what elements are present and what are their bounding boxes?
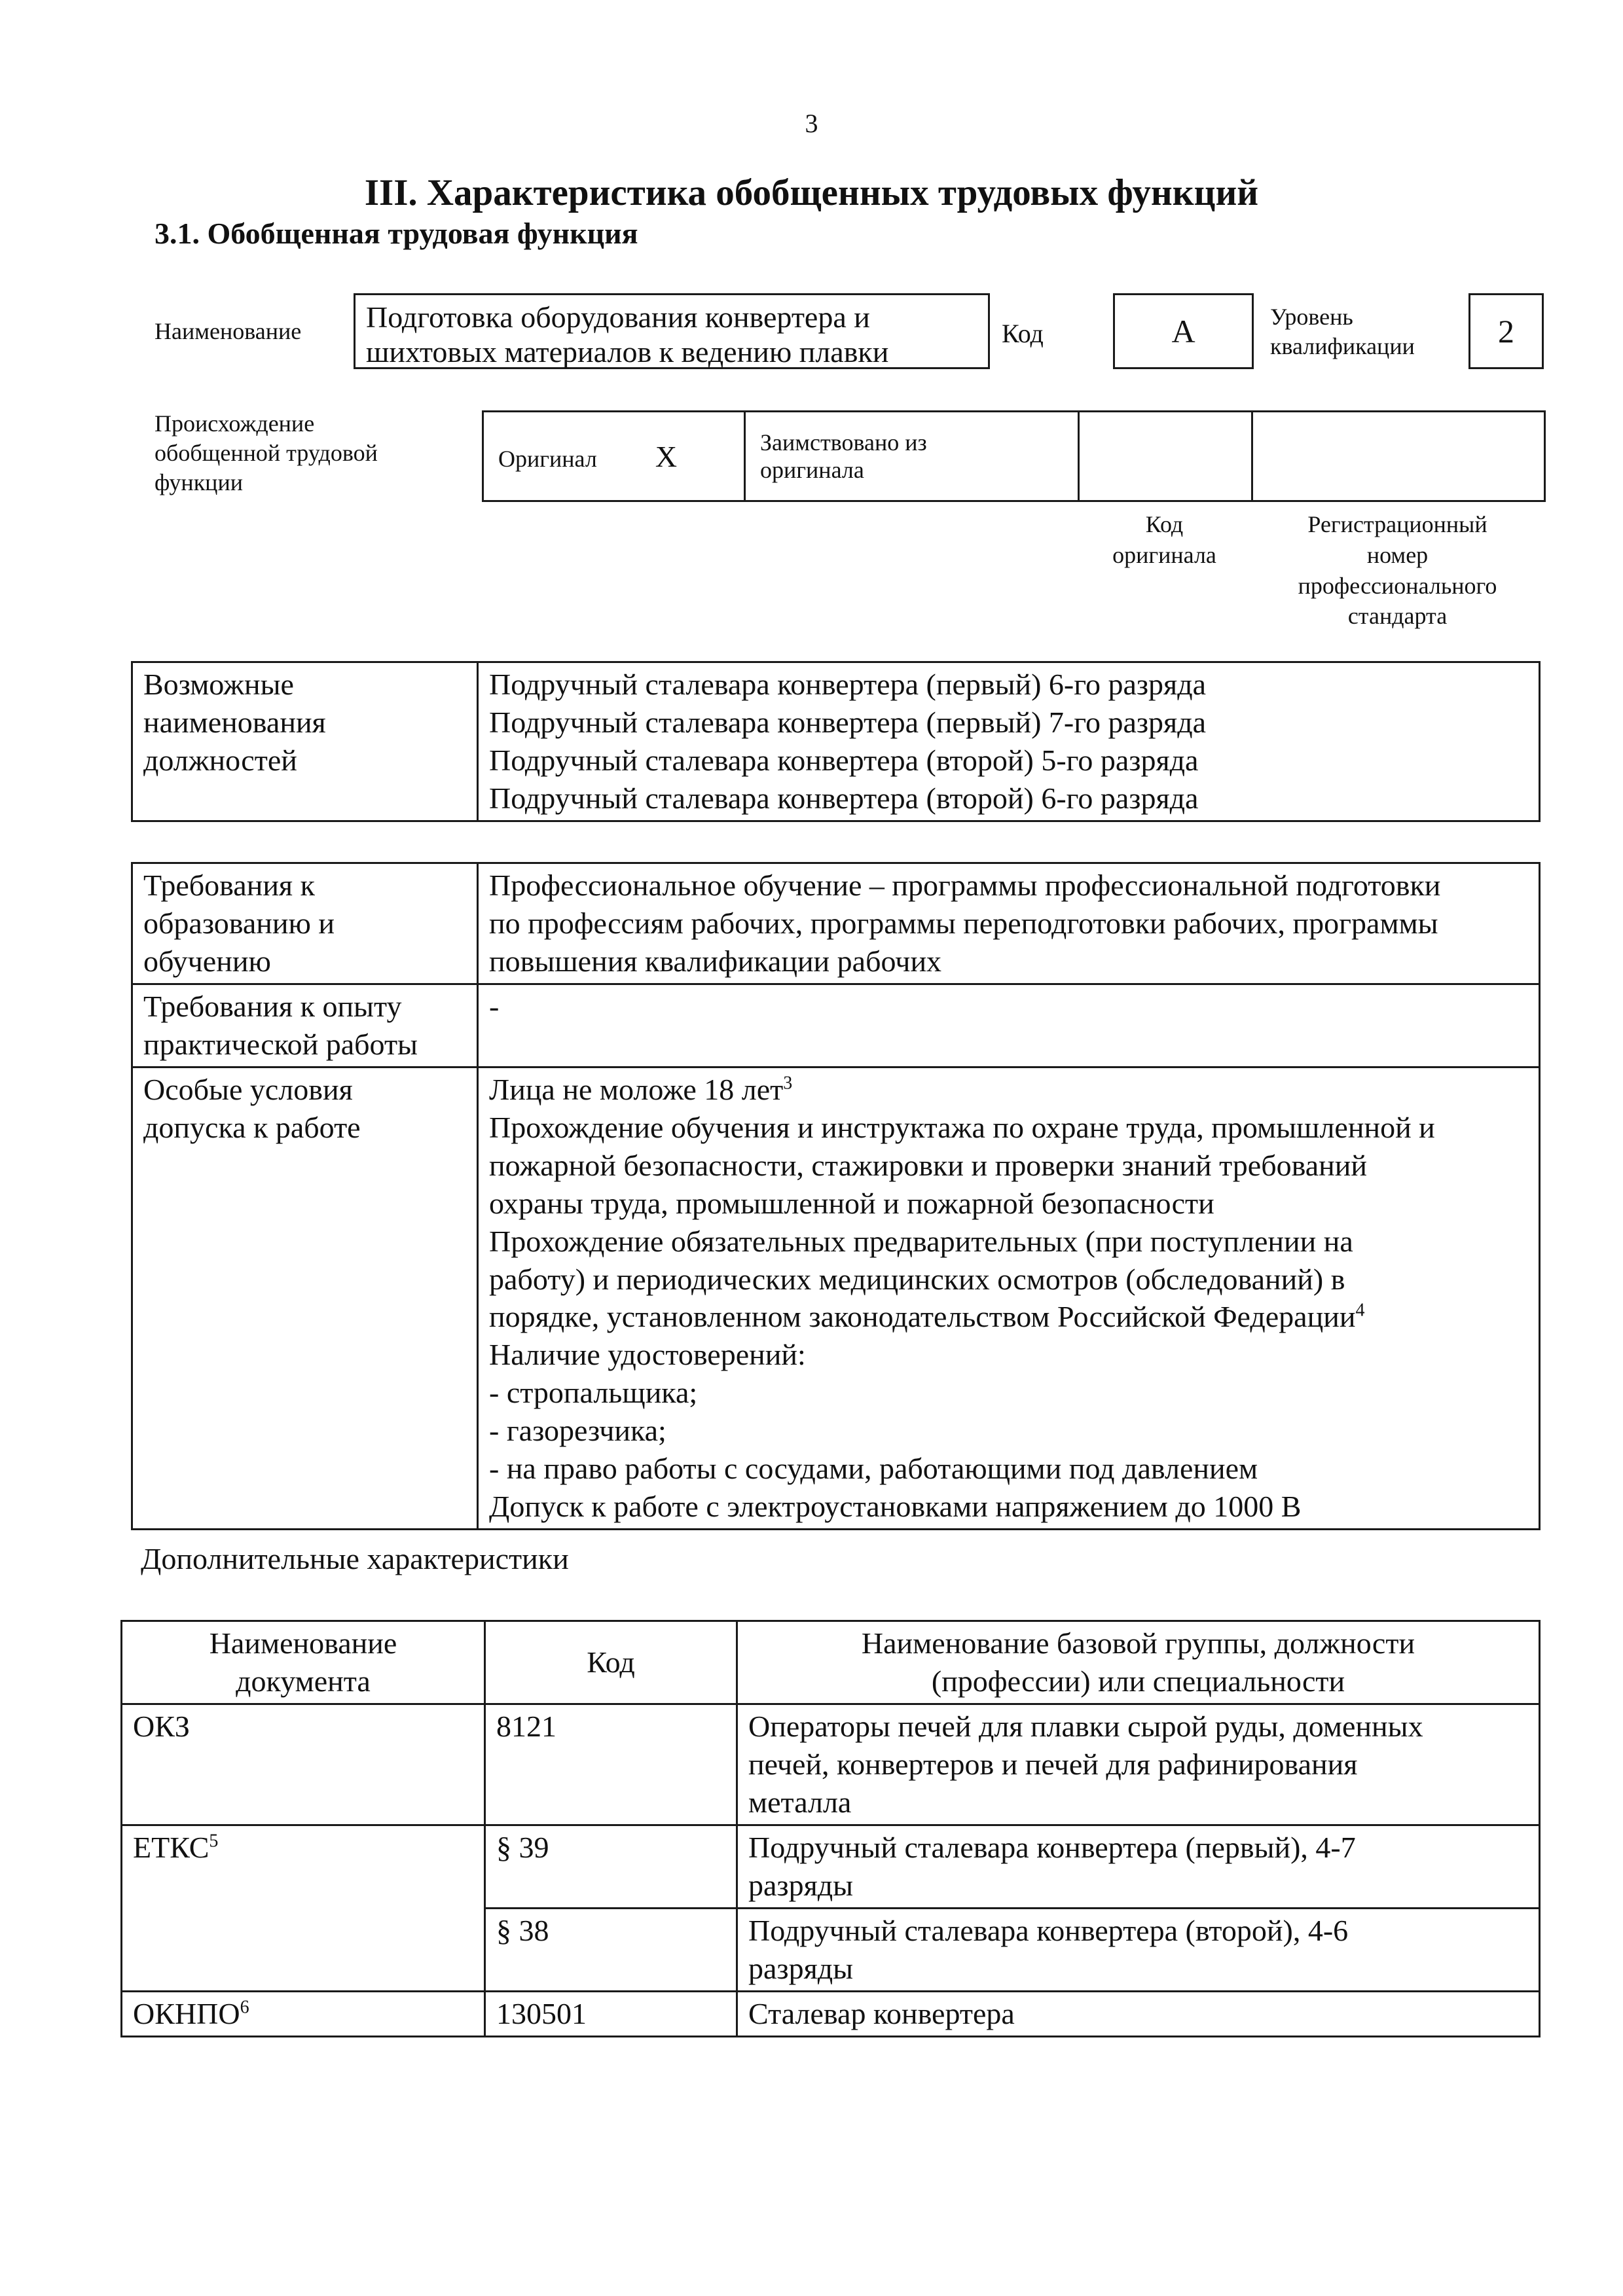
- positions-table: [131, 661, 1541, 822]
- positions-label-cell: [132, 662, 478, 821]
- original-code-cell: [1079, 412, 1252, 501]
- oknpo-code: 130501: [485, 1991, 737, 2036]
- reg-caption-line-4: стандарта: [1347, 603, 1448, 630]
- origin-label-line-2: обобщенной трудовой: [155, 440, 378, 466]
- special-conditions-label-cell: [132, 1067, 478, 1529]
- okz-name-line-1: Операторы печей для плавки сырой руды, доменных: [748, 1709, 1423, 1743]
- requirements-table: [131, 862, 1541, 1530]
- level-label-line-2: квалификации: [1270, 333, 1415, 359]
- etks-doc-text: ЕТКС: [133, 1830, 210, 1864]
- experience-label-line-2: практической работы: [143, 1027, 418, 1061]
- footnote-6: 6: [240, 1997, 249, 2018]
- special-line: охраны труда, промышленной и пожарной безопасности: [489, 1186, 1214, 1220]
- special-line: - на право работы с сосудами, работающими под давлением: [489, 1452, 1258, 1486]
- code-caption-line-2: оригинала: [1112, 541, 1216, 568]
- etks-code-2: § 38: [485, 1908, 737, 1991]
- positions-label-line-2: наименования: [143, 705, 326, 739]
- function-name-line-1: Подготовка оборудования конвертера и: [366, 300, 870, 334]
- oknpo-doc-text: ОКНПО: [133, 1996, 240, 2030]
- okz-name-line-2: печей, конвертеров и печей для рафинирования: [748, 1747, 1358, 1781]
- education-line-3: повышения квалификации рабочих: [489, 944, 942, 978]
- borrowed-label-line-1: Заимствовано из: [760, 429, 927, 456]
- origin-label: [155, 409, 378, 497]
- special-line: - газорезчика;: [489, 1414, 666, 1448]
- positions-label-line-1: Возможные: [143, 668, 294, 701]
- positions-label-line-3: должностей: [143, 743, 297, 777]
- col-code-header: Код: [485, 1621, 737, 1704]
- special-label-line-2: допуска к работе: [143, 1110, 361, 1144]
- special-label-line-1: Особые условия: [143, 1072, 353, 1106]
- col-doc-header: [122, 1621, 485, 1704]
- reg-caption-line-3: профессионального: [1298, 572, 1497, 599]
- origin-label-line-1: Происхождение: [155, 410, 315, 437]
- additional-title: Дополнительные характеристики: [141, 1542, 569, 1575]
- oknpo-doc: [122, 1991, 485, 2036]
- position-item: Подручный сталевара конвертера (первый) 6-го разряда: [489, 668, 1207, 701]
- special-line: Наличие удостоверений:: [489, 1338, 806, 1372]
- special-conditions-value-cell: [478, 1067, 1540, 1529]
- original-code-caption: [1078, 509, 1251, 571]
- function-code-box: A: [1113, 293, 1254, 369]
- table-row: [122, 1991, 1540, 2036]
- experience-label-line-1: Требования к опыту: [143, 989, 402, 1023]
- code-label: Код: [1002, 319, 1044, 348]
- footnote-4: 4: [1355, 1300, 1365, 1321]
- special-line: работу) и периодических медицинских осмотров (обследований) в: [489, 1262, 1345, 1296]
- education-line-2: по профессиям рабочих, программы переподготовки рабочих, программы: [489, 906, 1438, 940]
- function-name-line-2: шихтовых материалов к ведению плавки: [366, 334, 889, 368]
- additional-table: [120, 1620, 1541, 2037]
- etks-name-1-line-1: Подручный сталевара конвертера (первый), 4-7: [748, 1830, 1356, 1864]
- level-label-line-1: Уровень: [1270, 304, 1353, 330]
- registration-number-caption: [1251, 509, 1544, 632]
- okz-name: [737, 1704, 1540, 1825]
- col-name-header: [737, 1621, 1540, 1704]
- col-doc-line-1: Наименование: [209, 1626, 397, 1660]
- position-item: Подручный сталевара конвертера (первый) 7-го разряда: [489, 705, 1207, 739]
- position-item: Подручный сталевара конвертера (второй) 5-го разряда: [489, 743, 1199, 777]
- original-label: Оригинал: [498, 445, 597, 472]
- special-age-line: [489, 1071, 1528, 1109]
- section-title: III. Характеристика обобщенных трудовых функций: [364, 172, 1259, 213]
- positions-list-cell: [478, 662, 1540, 821]
- special-medical-line: [489, 1298, 1528, 1336]
- footnote-3: 3: [783, 1073, 793, 1094]
- col-doc-line-2: документа: [236, 1664, 371, 1698]
- oknpo-name: Сталевар конвертера: [737, 1991, 1540, 2036]
- table-row: [122, 1704, 1540, 1825]
- code-caption-line-1: Код: [1145, 511, 1184, 537]
- reg-caption-line-2: номер: [1366, 541, 1429, 568]
- education-value-cell: [478, 863, 1540, 984]
- col-name-line-1: Наименование базовой группы, должности: [861, 1626, 1415, 1660]
- origin-table: [482, 410, 1546, 502]
- page-number: 3: [805, 109, 818, 138]
- col-name-line-2: (профессии) или специальности: [931, 1664, 1345, 1698]
- subsection-title: 3.1. Обобщенная трудовая функция: [155, 217, 638, 250]
- etks-name-1-line-2: разряды: [748, 1868, 854, 1902]
- qualification-level-box: 2: [1468, 293, 1544, 369]
- registration-number-cell: [1252, 412, 1545, 501]
- education-label-cell: [132, 863, 478, 984]
- okz-doc: ОКЗ: [122, 1704, 485, 1825]
- special-age-text: Лица не моложе 18 лет: [489, 1072, 784, 1106]
- name-label: Наименование: [155, 318, 302, 344]
- special-line: Прохождение обучения и инструктажа по охране труда, промышленной и: [489, 1110, 1435, 1144]
- origin-original-cell: [483, 412, 745, 501]
- borrowed-label-line-2: оригинала: [760, 457, 864, 483]
- special-line: Прохождение обязательных предварительных (при поступлении на: [489, 1224, 1353, 1258]
- position-item: Подручный сталевара конвертера (второй) 6-го разряда: [489, 781, 1199, 815]
- etks-name-2-line-1: Подручный сталевара конвертера (второй), 4-6: [748, 1913, 1349, 1947]
- function-name-box: [354, 293, 990, 369]
- education-line-1: Профессиональное обучение – программы профессиональной подготовки: [489, 869, 1441, 902]
- education-label-line-2: образованию и: [143, 906, 335, 940]
- special-medical-text: порядке, установленном законодательством Российской Федерации: [489, 1300, 1356, 1334]
- origin-borrowed-cell: [745, 412, 1079, 501]
- etks-code-1: § 39: [485, 1825, 737, 1908]
- etks-doc: [122, 1825, 485, 1991]
- education-label-line-3: обучению: [143, 944, 271, 978]
- experience-label-cell: [132, 984, 478, 1067]
- experience-value-cell: -: [478, 984, 1540, 1067]
- education-label-line-1: Требования к: [143, 869, 315, 902]
- special-line: - стропальщика;: [489, 1376, 698, 1410]
- okz-name-line-3: металла: [748, 1785, 852, 1819]
- special-line: пожарной безопасности, стажировки и проверки знаний требований: [489, 1148, 1368, 1182]
- etks-name-2-line-2: разряды: [748, 1951, 854, 1985]
- original-mark: X: [655, 439, 678, 473]
- footnote-5: 5: [209, 1831, 219, 1852]
- etks-name-1: [737, 1825, 1540, 1908]
- reg-caption-line-1: Регистрационный: [1307, 511, 1487, 537]
- origin-label-line-3: функции: [155, 469, 243, 495]
- etks-name-2: [737, 1908, 1540, 1991]
- special-line: Допуск к работе с электроустановками напряжением до 1000 В: [489, 1490, 1302, 1524]
- okz-code: 8121: [485, 1704, 737, 1825]
- qualification-level-label: [1270, 302, 1415, 361]
- table-row: [122, 1825, 1540, 1908]
